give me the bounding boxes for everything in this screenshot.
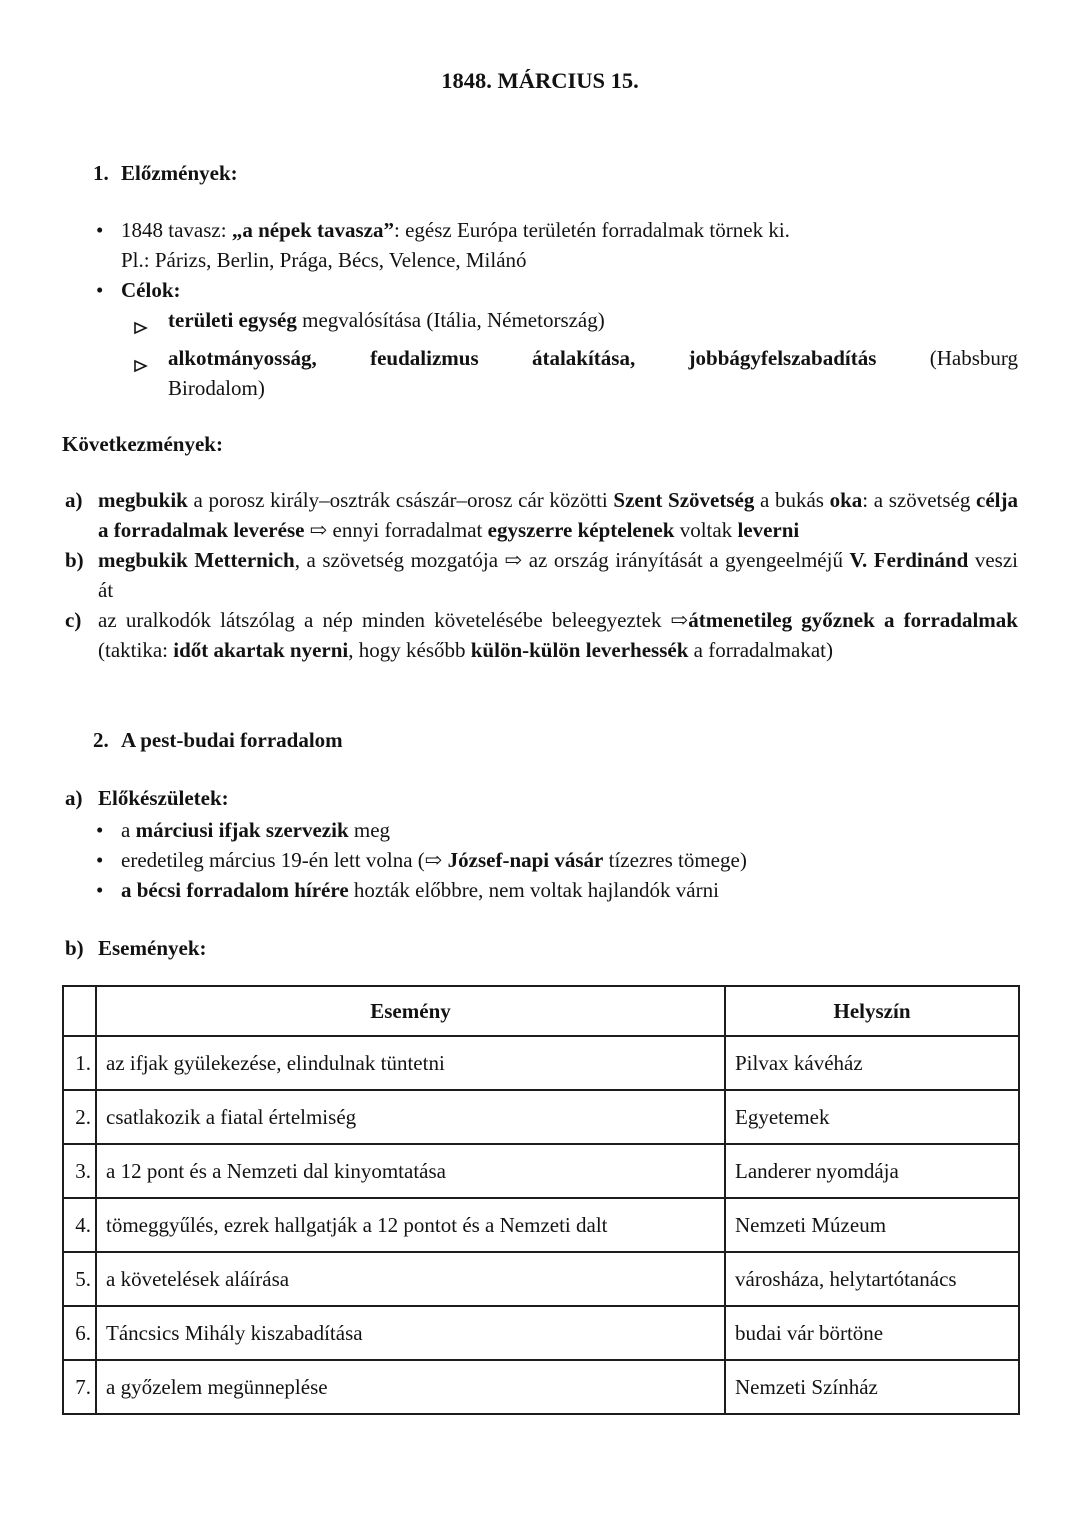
row-event: az ifjak gyülekezése, elindulnak tüntetni: [96, 1036, 725, 1090]
bullet-icon: •: [96, 218, 104, 242]
row-place: Nemzeti Múzeum: [725, 1198, 1019, 1252]
preparations-heading: [65, 783, 1018, 813]
list-item: [96, 815, 1018, 845]
bullet-icon: •: [96, 848, 104, 872]
row-event: a követelések aláírása: [96, 1252, 725, 1306]
arrowhead-bullet-icon: [133, 305, 168, 343]
list-item-text: megbukik a porosz király–osztrák császár–orosz cár közötti Szent Szövetség a bukás oka: a szövetség célja a forradalmak leverése ⇨ ennyi forradalmat egyszerre képtelenek voltak leverni: [98, 488, 1018, 542]
section-1-title: Előzmények:: [121, 161, 238, 185]
events-table: [62, 985, 1020, 1415]
item-label: b): [65, 936, 84, 960]
list-item-text: megbukik Metternich, a szövetség mozgatója ⇨ az ország irányítását a gyengeelméjű V. Ferdinánd veszi át: [98, 548, 1018, 602]
list-item-line: alkotmányosság, feudalizmus átalakítása, jobbágyfelszabadítás (Habsburg: [168, 346, 1019, 370]
item-label: a): [65, 488, 83, 512]
row-place: Egyetemek: [725, 1090, 1019, 1144]
list-item: [96, 845, 1018, 875]
item-label: b): [65, 548, 84, 572]
list-item-text: az uralkodók látszólag a nép minden követelésébe beleegyeztek ⇨átmenetileg győznek a forradalmak (taktika: időt akartak nyerni, hogy később külön-külön leverhessék a forradalmakat): [98, 608, 1018, 662]
bullet-icon: •: [96, 878, 104, 902]
section-1-heading: [93, 158, 1018, 188]
events-title: Események:: [98, 936, 207, 960]
preparations-list: [62, 815, 1018, 905]
table-row: [63, 1090, 1019, 1144]
row-event: a 12 pont és a Nemzeti dal kinyomtatása: [96, 1144, 725, 1198]
row-place: budai vár börtöne: [725, 1306, 1019, 1360]
row-number: 3.: [63, 1144, 96, 1198]
section-2-number: 2.: [93, 728, 109, 752]
consequences-heading: Következmények:: [62, 432, 223, 456]
document-title: 1848. MÁRCIUS 15.: [441, 68, 639, 93]
list-item-text: a márciusi ifjak szervezik meg: [121, 818, 391, 842]
row-event: csatlakozik a fiatal értelmiség: [96, 1090, 725, 1144]
item-label: a): [65, 786, 83, 810]
list-item-text: területi egység megvalósítása (Itália, Németország): [168, 308, 605, 332]
list-item: [96, 215, 1018, 275]
list-item: [96, 875, 1018, 905]
arrowhead-bullet-icon: [133, 343, 168, 403]
row-event: a győzelem megünneplése: [96, 1360, 725, 1414]
section-2-title: A pest-budai forradalom: [121, 728, 343, 752]
table-row: [63, 1360, 1019, 1414]
list-item-line: 1848 tavasz: „a népek tavasza”: egész Európa területén forradalmak törnek ki.: [121, 218, 790, 242]
row-number: 7.: [63, 1360, 96, 1414]
antecedents-list: [62, 215, 1018, 403]
row-number: 5.: [63, 1252, 96, 1306]
item-label: c): [65, 608, 82, 632]
bullet-icon: •: [96, 278, 104, 302]
row-place: Nemzeti Színház: [725, 1360, 1019, 1414]
list-item-line: Birodalom): [168, 376, 265, 400]
list-item: [133, 343, 1018, 403]
table-row: [63, 1036, 1019, 1090]
consequences-list: [65, 485, 1018, 665]
list-item-text: [168, 343, 1018, 403]
row-event: tömeggyűlés, ezrek hallgatják a 12 pontot és a Nemzeti dalt: [96, 1198, 725, 1252]
list-item-text: Célok:: [121, 278, 181, 302]
events-heading: [65, 933, 1018, 963]
list-item: [96, 275, 1018, 305]
list-item-line: Pl.: Párizs, Berlin, Prága, Bécs, Velence, Milánó: [121, 248, 527, 272]
row-number: 4.: [63, 1198, 96, 1252]
list-item: [65, 545, 1018, 605]
list-item-text: a bécsi forradalom hírére hozták előbbre, nem voltak hajlandók várni: [121, 878, 719, 902]
table-row: [63, 1198, 1019, 1252]
list-item: [65, 485, 1018, 545]
table-header-row: [63, 986, 1019, 1036]
header-place: Helyszín: [725, 986, 1019, 1036]
bullet-icon: •: [96, 818, 104, 842]
list-item: [133, 305, 1018, 343]
section-1-number: 1.: [93, 161, 109, 185]
row-number: 1.: [63, 1036, 96, 1090]
header-number: [63, 986, 96, 1036]
list-item-text: eredetileg március 19-én lett volna (⇨ József-napi vásár tízezres tömege): [121, 848, 747, 872]
table-row: [63, 1252, 1019, 1306]
table-row: [63, 1144, 1019, 1198]
list-item: [65, 605, 1018, 665]
row-place: Landerer nyomdája: [725, 1144, 1019, 1198]
preparations-title: Előkészületek:: [98, 786, 229, 810]
row-place: városháza, helytartótanács: [725, 1252, 1019, 1306]
list-item-text: [121, 215, 1018, 275]
header-event: Esemény: [96, 986, 725, 1036]
section-2-heading: [93, 725, 1018, 755]
row-number: 2.: [63, 1090, 96, 1144]
goals-sublist: [133, 305, 1018, 403]
row-event: Táncsics Mihály kiszabadítása: [96, 1306, 725, 1360]
table-row: [63, 1306, 1019, 1360]
row-place: Pilvax kávéház: [725, 1036, 1019, 1090]
row-number: 6.: [63, 1306, 96, 1360]
